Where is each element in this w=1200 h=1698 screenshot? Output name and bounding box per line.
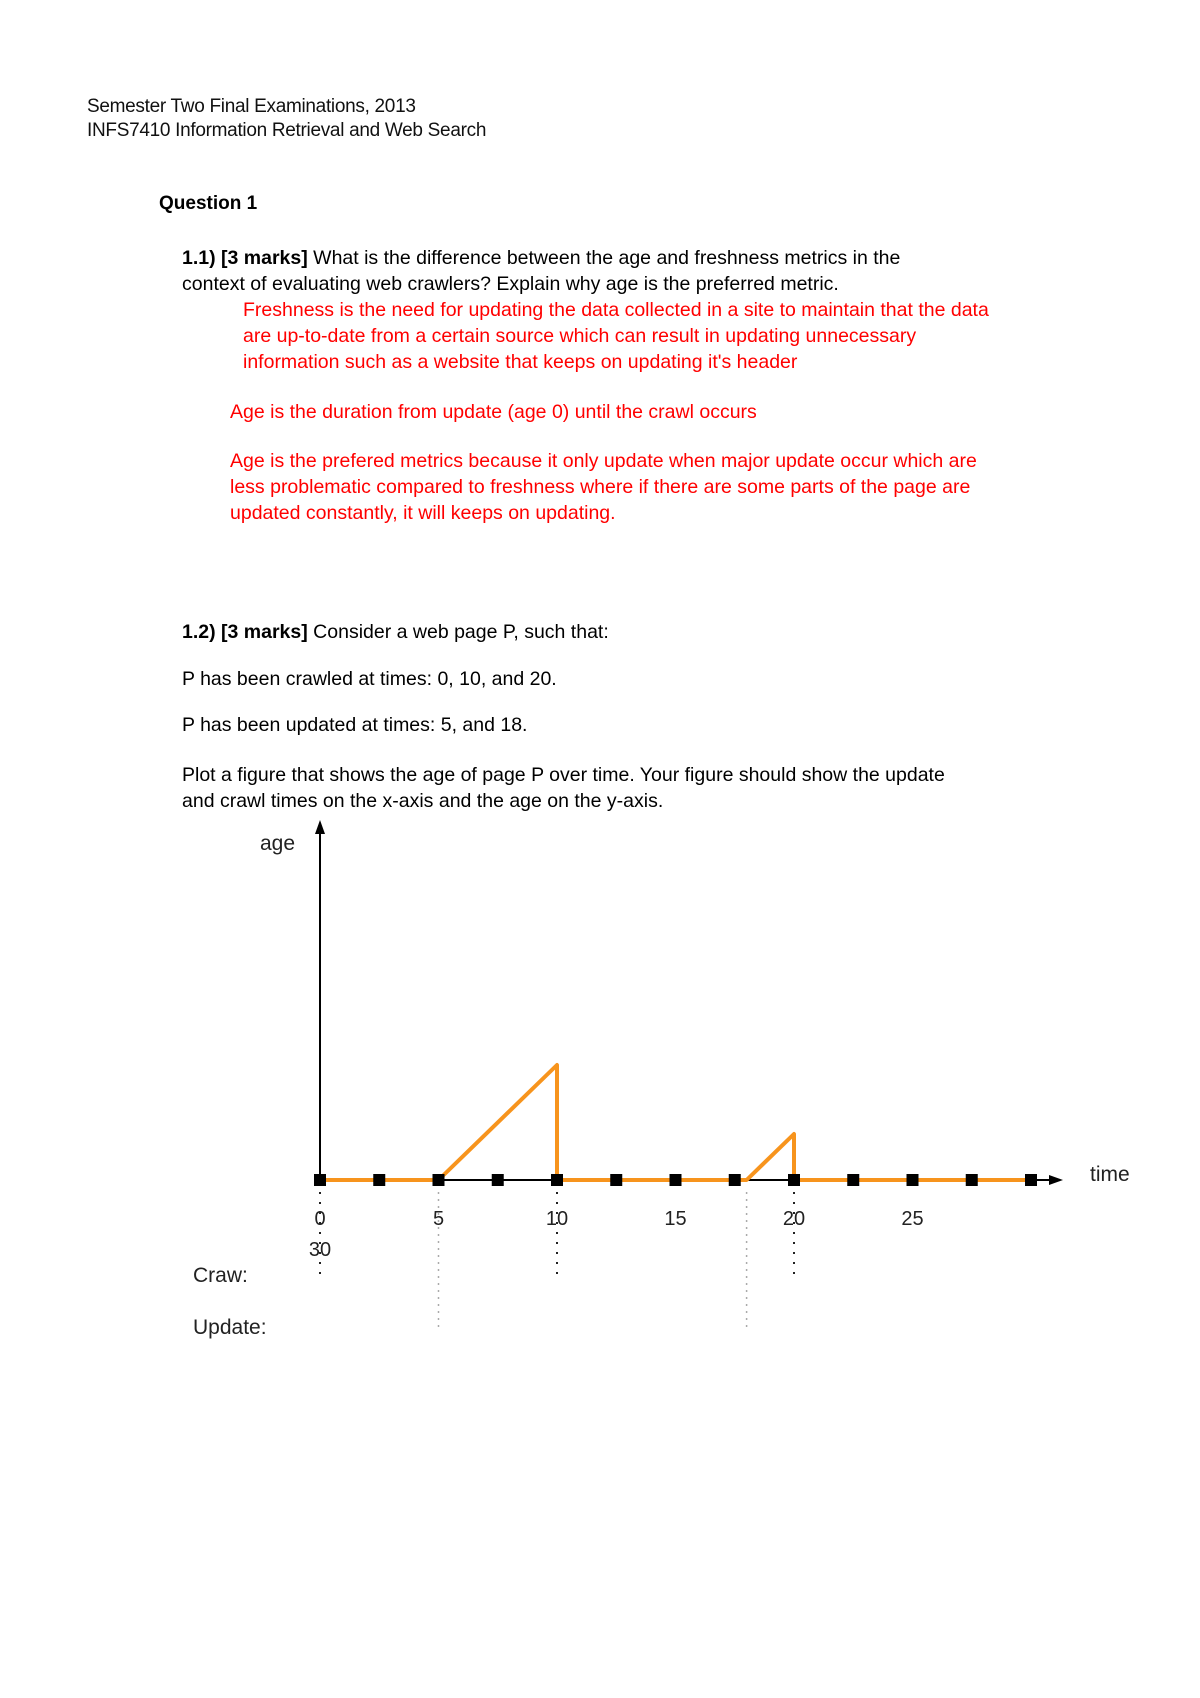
- q11-prompt-line1: What is the difference between the age and freshness metrics in the: [307, 247, 901, 269]
- answer-preference-line3: updated constantly, it will keeps on updating.: [230, 502, 616, 524]
- y-axis-arrow-icon: [315, 820, 325, 834]
- x-tick-marker: [373, 1174, 385, 1186]
- q12-plot-instruction-line2: and crawl times on the x-axis and the age on the y-axis.: [182, 790, 664, 812]
- q12-prompt-text: Consider a web page P, such that:: [307, 621, 609, 643]
- x-tick-marker: [788, 1174, 800, 1186]
- x-tick-marker: [670, 1174, 682, 1186]
- answer-age-definition: Age is the duration from update (age 0) until the crawl occurs: [230, 401, 757, 423]
- q11-prompt-line2: context of evaluating web crawlers? Explain why age is the preferred metric.: [182, 273, 839, 295]
- y-axis-label: age: [260, 832, 296, 855]
- x-tick-marker: [1025, 1174, 1037, 1186]
- exam-title: Semester Two Final Examinations, 2013: [87, 96, 416, 117]
- crawl-row-label: Craw:: [193, 1264, 248, 1287]
- x-tick-label: 15: [664, 1208, 687, 1230]
- q12-crawled-times: P has been crawled at times: 0, 10, and 20.: [182, 668, 557, 690]
- x-tick-marker: [966, 1174, 978, 1186]
- x-tick-label: 10: [545, 1208, 569, 1230]
- x-tick-marker: [314, 1174, 326, 1186]
- q12-plot-instruction-line1: Plot a figure that shows the age of page P over time. Your figure should show the update: [182, 764, 945, 786]
- question-title: Question 1: [159, 193, 258, 214]
- q12-number: 1.2): [182, 621, 216, 643]
- update-row-label: Update:: [193, 1316, 267, 1339]
- x-tick-label: 0: [314, 1208, 326, 1230]
- answer-preference-line2: less problematic compared to freshness where if there are some parts of the page are: [230, 476, 971, 498]
- x-tick-marker: [847, 1174, 859, 1186]
- q11-number: 1.1): [182, 247, 216, 269]
- answer-freshness-line2: are up-to-date from a certain source which can result in updating unnecessary: [243, 325, 917, 347]
- x-tick-label: 25: [901, 1208, 924, 1230]
- q11-marks: [3 marks]: [221, 247, 308, 269]
- q12-updated-times: P has been updated at times: 5, and 18.: [182, 714, 528, 736]
- x-tick-label-end: 30: [308, 1239, 332, 1261]
- course-title: INFS7410 Information Retrieval and Web Search: [87, 120, 487, 141]
- x-tick-label: 20: [782, 1208, 806, 1230]
- q12-marks: [3 marks]: [221, 621, 308, 643]
- answer-freshness-line1: Freshness is the need for updating the data collected in a site to maintain that the data: [243, 299, 989, 321]
- answer-preference-line1: Age is the prefered metrics because it only update when major update occur which are: [230, 450, 977, 472]
- x-tick-marker: [610, 1174, 622, 1186]
- answer-freshness-line3: information such as a website that keeps on updating it's header: [243, 351, 798, 373]
- x-axis-label: time: [1090, 1163, 1130, 1186]
- x-tick-marker: [551, 1174, 563, 1186]
- x-tick-label: 5: [432, 1208, 445, 1230]
- x-axis-arrow-icon: [1049, 1175, 1063, 1185]
- age-series-line: [320, 1065, 1031, 1180]
- x-tick-marker: [492, 1174, 504, 1186]
- x-tick-marker: [729, 1174, 741, 1186]
- x-tick-marker: [433, 1174, 445, 1186]
- x-tick-marker: [907, 1174, 919, 1186]
